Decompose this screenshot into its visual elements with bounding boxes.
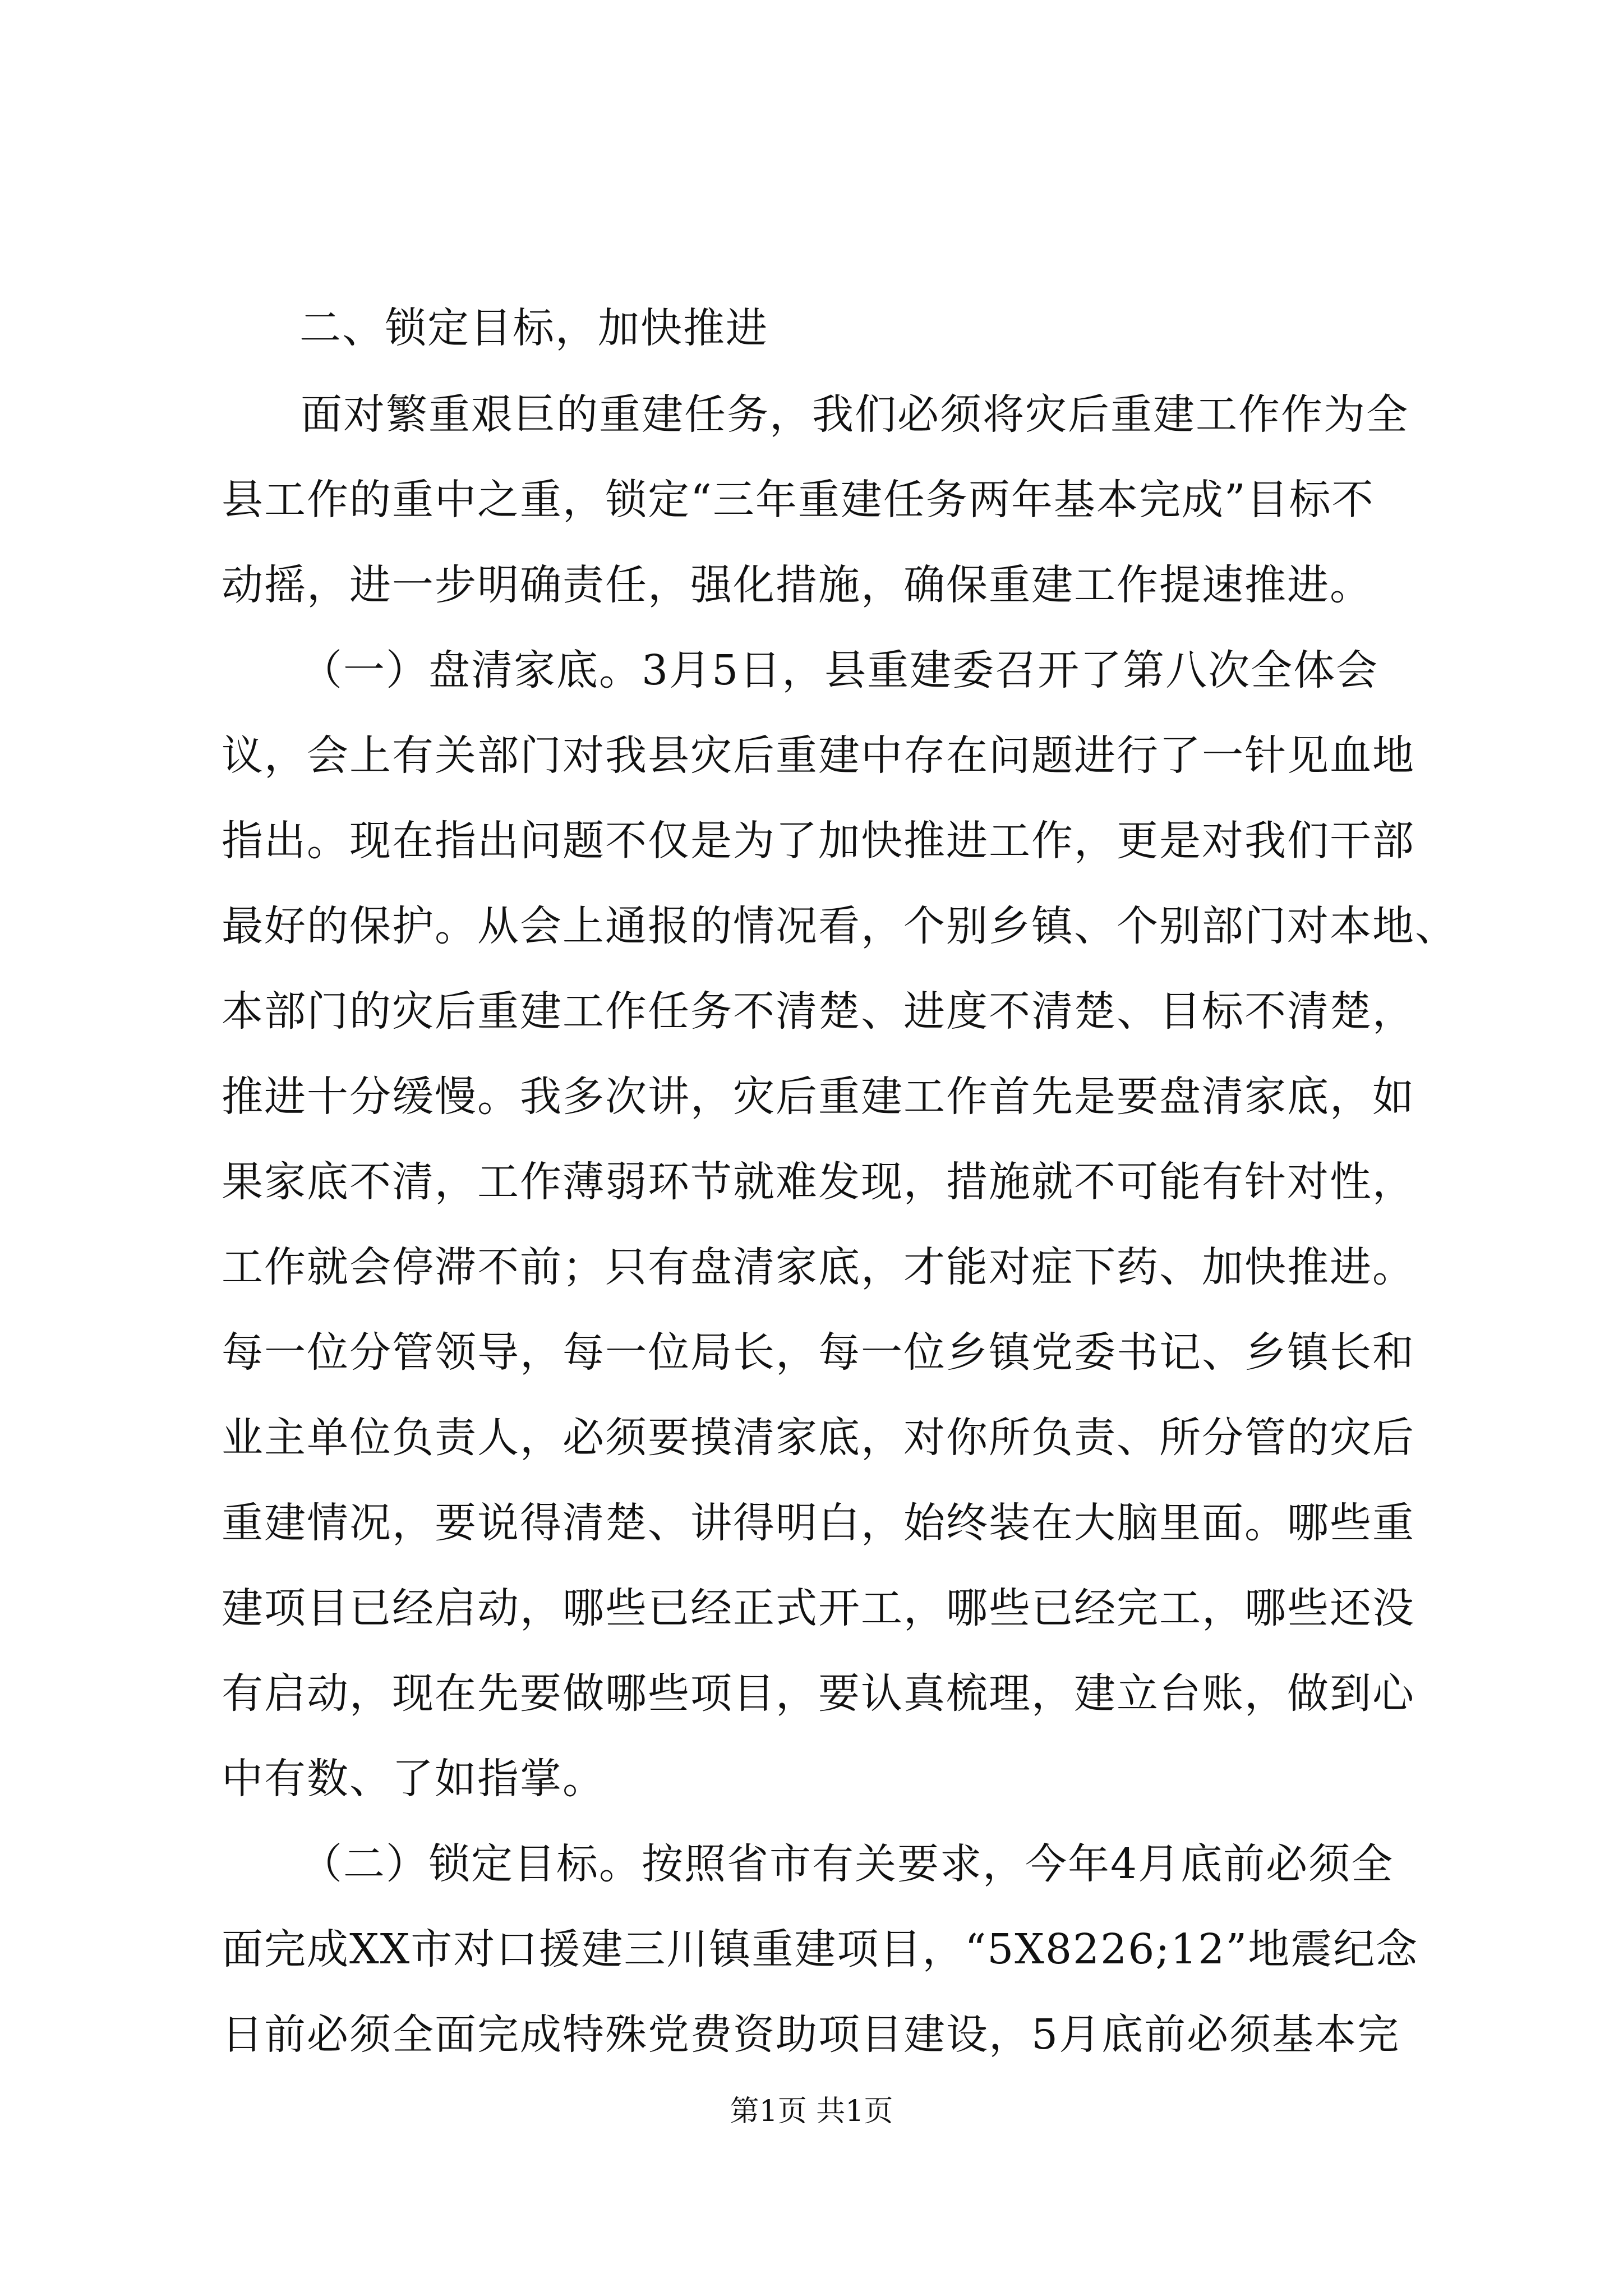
section-heading: 二、锁定目标，加快推进: [299, 304, 768, 352]
paragraph-line: 日前必须全面完成特殊党费资助项目建设，5月底前必须基本完: [222, 2010, 1400, 2059]
paragraph-line: 中有数、了如指掌。: [222, 1755, 605, 1803]
paragraph-line: 面完成XX市对口援建三川镇重建项目，“5X8226;12”地震纪念: [222, 1925, 1419, 1973]
paragraph-line: 县工作的重中之重，锁定“三年重建任务两年基本完成”目标不: [222, 476, 1375, 524]
paragraph-line: 推进十分缓慢。我多次讲，灾后重建工作首先是要盘清家底，如: [222, 1073, 1415, 1121]
paragraph-line: 重建情况，要说得清楚、讲得明白，始终装在大脑里面。哪些重: [222, 1499, 1415, 1547]
paragraph-line: （一）盘清家底。3月5日，县重建委召开了第八次全体会: [301, 646, 1379, 694]
paragraph-line: 果家底不清，工作薄弱环节就难发现，措施就不可能有针对性，: [222, 1158, 1415, 1206]
paragraph-line: 指出。现在指出问题不仅是为了加快推进工作，更是对我们干部: [222, 817, 1415, 865]
paragraph-line: 议，会上有关部门对我县灾后重建中存在问题进行了一针见血地: [222, 731, 1415, 780]
paragraph-line: 每一位分管领导，每一位局长，每一位乡镇党委书记、乡镇长和: [222, 1328, 1415, 1377]
paragraph-line: 有启动，现在先要做哪些项目，要认真梳理，建立台账，做到心: [222, 1669, 1415, 1718]
paragraph-line: 建项目已经启动，哪些已经正式开工，哪些已经完工，哪些还没: [222, 1584, 1415, 1632]
paragraph-line: （二）锁定目标。按照省市有关要求，今年4月底前必须全: [301, 1840, 1394, 1888]
paragraph-line: 面对繁重艰巨的重建任务，我们必须将灾后重建工作作为全: [301, 390, 1409, 439]
paragraph-line: 本部门的灾后重建工作任务不清楚、进度不清楚、目标不清楚，: [222, 987, 1415, 1036]
page-footer: 第1页 共1页: [730, 2095, 893, 2128]
paragraph-line: 动摇，进一步明确责任，强化措施，确保重建工作提速推进。: [222, 561, 1372, 609]
paragraph-line: 最好的保护。从会上通报的情况看，个别乡镇、个别部门对本地、: [222, 902, 1458, 950]
paragraph-line: 工作就会停滞不前；只有盘清家底，才能对症下药、加快推进。: [222, 1243, 1415, 1291]
paragraph-line: 业主单位负责人，必须要摸清家底，对你所负责、所分管的灾后: [222, 1414, 1415, 1462]
